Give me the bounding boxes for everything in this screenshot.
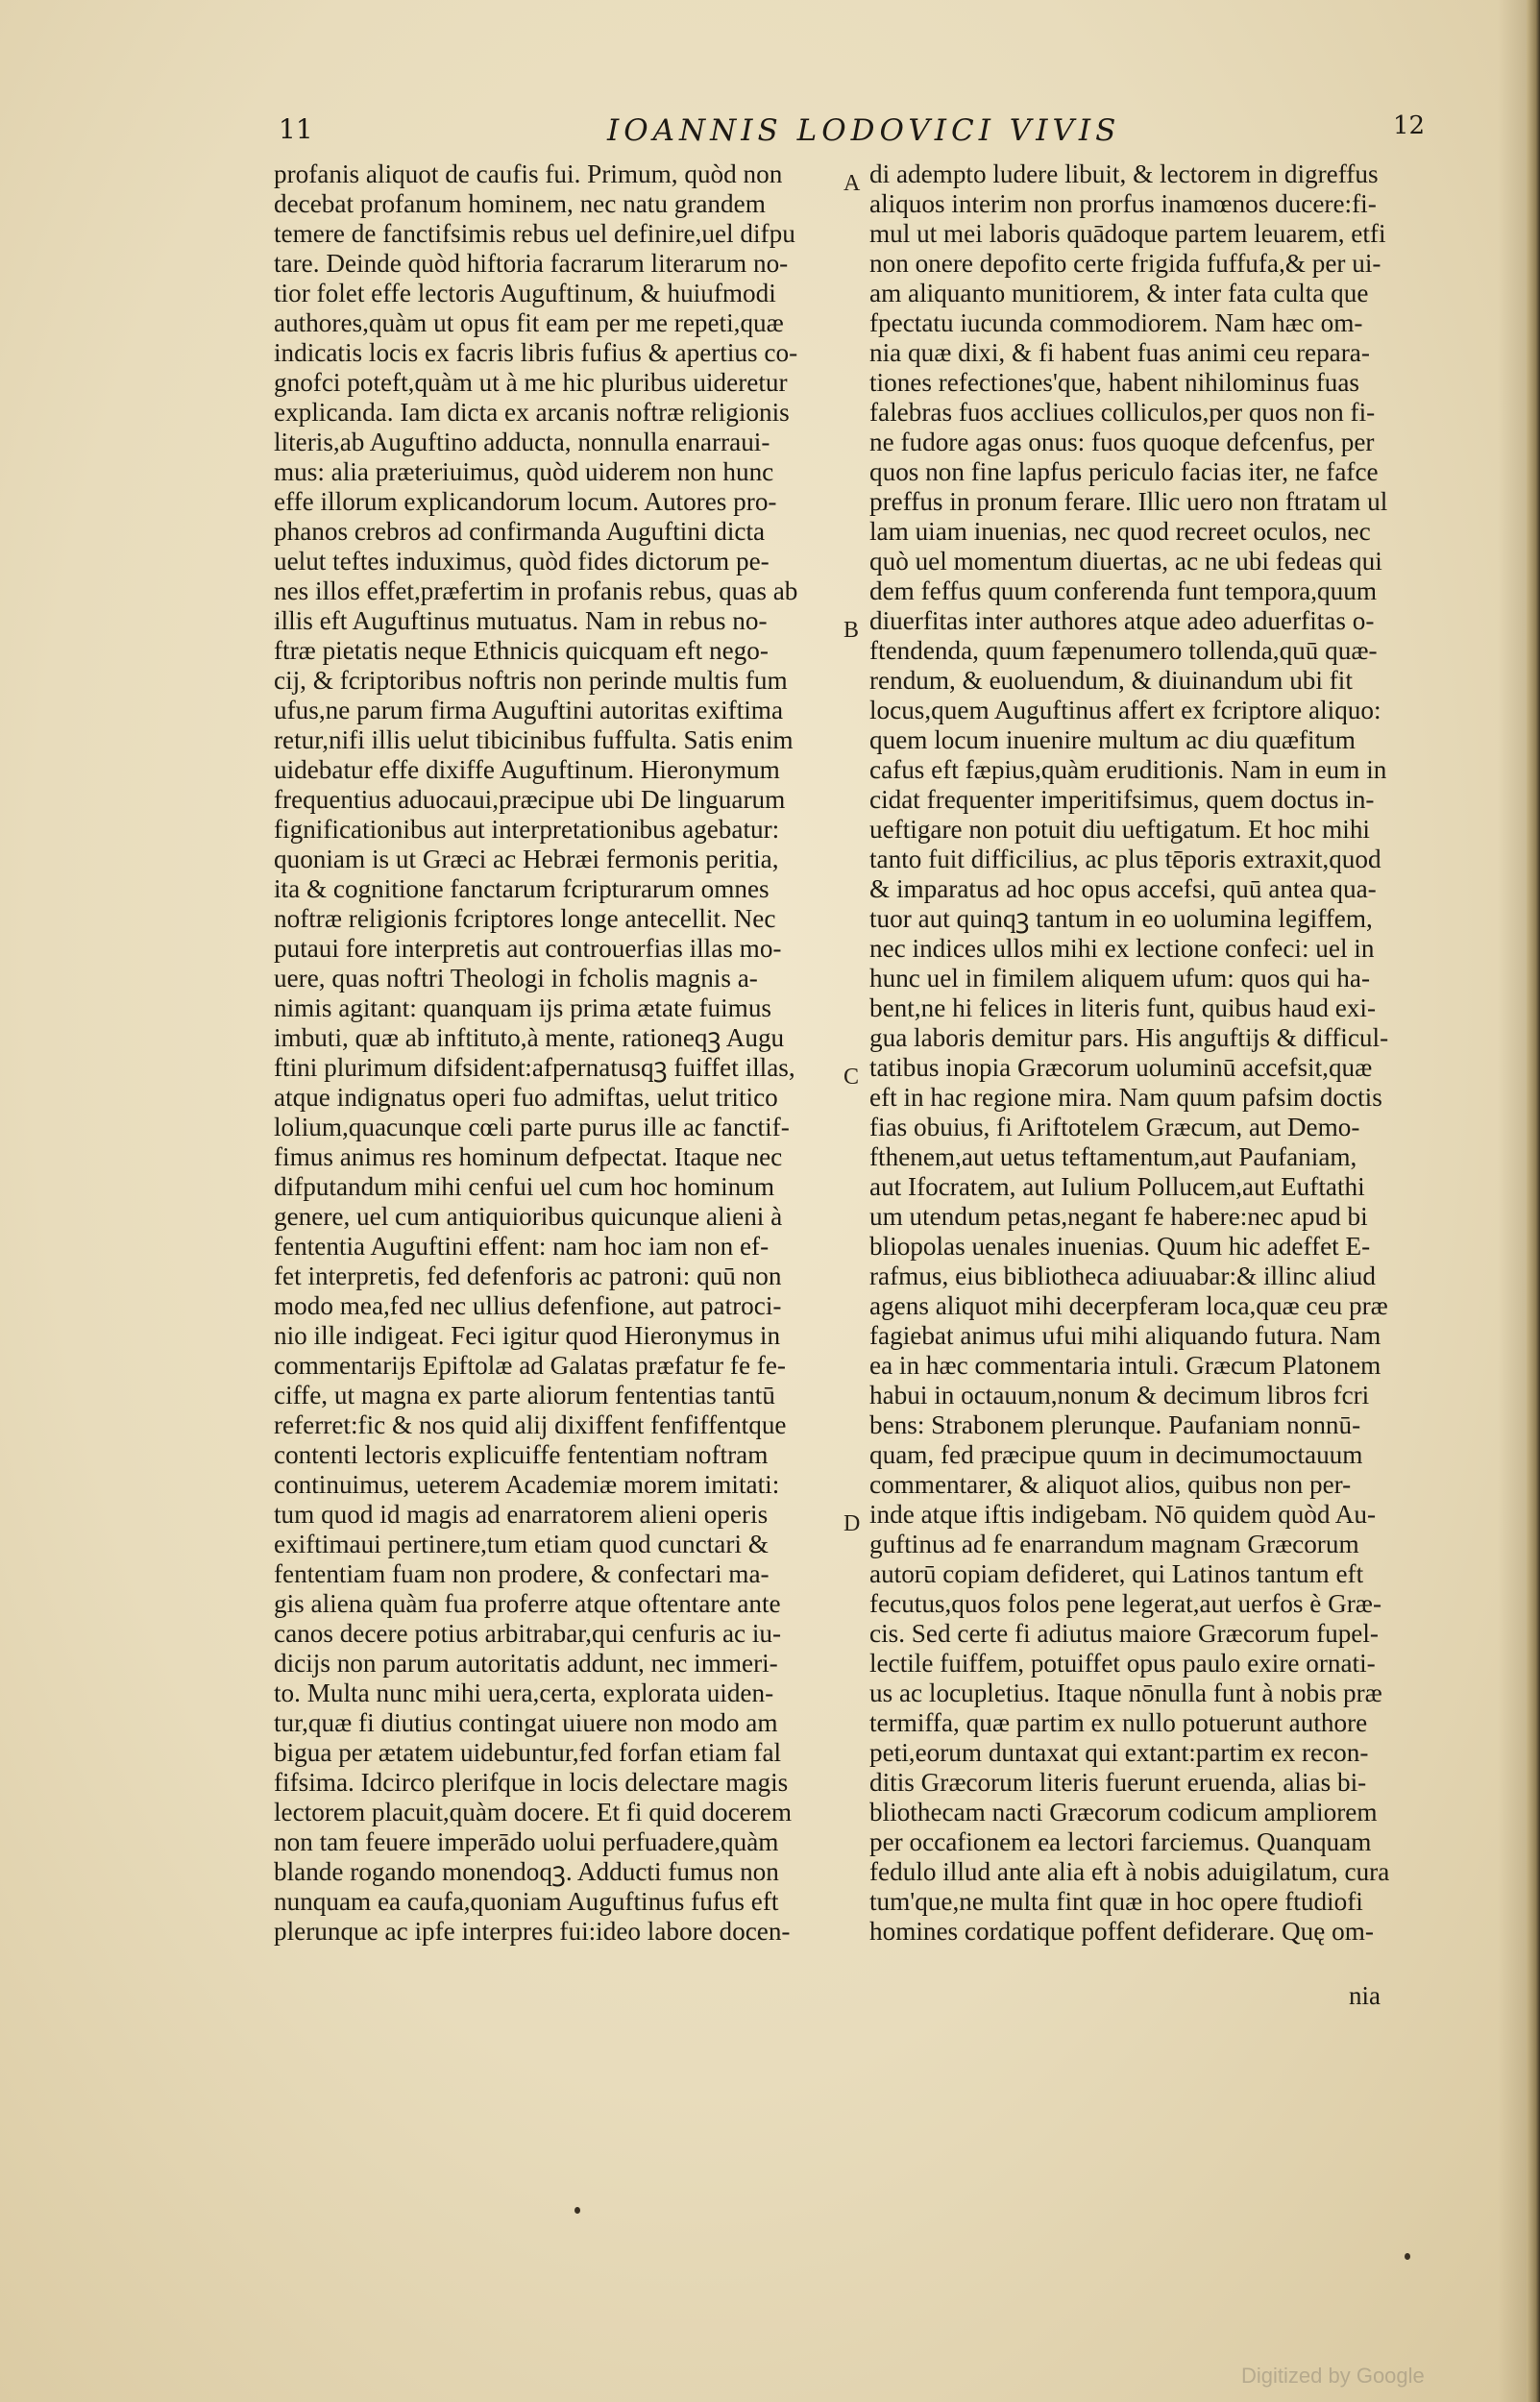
- left-column-line: gis aliena quàm fua proferre atque oftentare ante: [274, 1589, 781, 1618]
- left-column-line: fifsima. Idcirco plerifque in locis delectare magis: [274, 1768, 789, 1797]
- left-column-line: tum quod id magis ad enarratorem alieni operis: [274, 1500, 769, 1529]
- right-column-line: nec indices ullos mihi ex lectione confeci: uel in: [869, 934, 1375, 963]
- left-column-line: tare. Deinde quòd hiftoria facrarum literarum no-: [274, 249, 789, 278]
- left-column-line: difputandum mihi cenfui uel cum hoc hominum: [274, 1172, 774, 1201]
- left-column-line: canos decere potius arbitrabar,qui cenfuris ac iu-: [274, 1619, 782, 1648]
- right-column-line: fagiebat animus ufui mihi aliquando futura. Nam: [869, 1321, 1381, 1350]
- left-column-line: ciffe, ut magna ex parte aliorum fententias tantū: [274, 1381, 775, 1409]
- left-column-line: commentarijs Epiftolæ ad Galatas præfatur fe fe-: [274, 1351, 786, 1380]
- left-column-line: dicijs non parum autoritatis addunt, nec immeri-: [274, 1649, 778, 1678]
- left-column-line: ftræ pietatis neque Ethnicis quicquam eft nego-: [274, 636, 769, 665]
- right-column-line: lectile fuiffem, potuiffet opus paulo exire ornati-: [869, 1649, 1376, 1678]
- left-column-line: phanos crebros ad confirmanda Auguftini dicta: [274, 517, 766, 546]
- ink-speck: [574, 2207, 580, 2214]
- right-column-line: ditis Græcorum literis fuerunt eruenda, alias bi-: [869, 1768, 1367, 1797]
- left-column-line: explicanda. Iam dicta ex arcanis noftræ religionis: [274, 398, 790, 427]
- right-column-line: rendum, & euoluendum, & diuinandum ubi fit: [869, 666, 1353, 695]
- right-column-line: agens aliquot mihi decerpferam loca,quæ ceu præ: [869, 1291, 1388, 1320]
- left-column-line: retur,nifi illis uelut tibicinibus fuffulta. Satis enim: [274, 725, 794, 754]
- right-column-line: ne fudore agas onus: fuos quoque defcenfus, per: [869, 428, 1375, 456]
- right-column-line: gua laboris demitur pars. His anguftijs & difficul-: [869, 1023, 1389, 1052]
- left-column-line: uidebatur effe dixiffe Auguftinum. Hieronymum: [274, 755, 780, 784]
- left-column-line: illis eft Auguftinus mutuatus. Nam in rebus no-: [274, 606, 768, 635]
- right-column-line: commentarer, & aliquot alios, quibus non per-: [869, 1470, 1352, 1499]
- right-column-line: cafus eft fæpius,quàm eruditionis. Nam in eum in: [869, 755, 1387, 784]
- right-column-line: fpectatu iucunda commodiorem. Nam hæc om-: [869, 308, 1363, 337]
- left-column-line: tior folet effe lectoris Auguftinum, & huiufmodi: [274, 279, 776, 307]
- left-column-line: plerunque ac ipfe interpres fui:ideo labore docen-: [274, 1917, 791, 1946]
- right-column-line: diuerfitas inter authores atque adeo aduerfitas o-: [869, 606, 1375, 635]
- left-column-line: effe illorum explicandorum locum. Autores pro-: [274, 487, 777, 516]
- right-column-line: non onere depofito certe frigida fuffufa,& per ui-: [869, 249, 1381, 278]
- right-column-line: am aliquanto munitiorem, & inter fata culta que: [869, 279, 1369, 307]
- left-column-line: to. Multa nunc mihi uera,certa, explorata uiden-: [274, 1679, 774, 1707]
- right-column-line: um utendum petas,negant fe habere:nec apud bi: [869, 1202, 1368, 1231]
- margin-letter-a: A: [843, 171, 861, 196]
- left-column-line: fimus animus res hominum defpectat. Itaque nec: [274, 1142, 783, 1171]
- left-column-line: imbuti, quæ ab inftituto,à mente, rationeqꝫ Augu: [274, 1023, 785, 1052]
- left-column-line: gnofci poteft,quàm ut à me hic pluribus uideretur: [274, 368, 788, 397]
- margin-letter-c: C: [843, 1065, 860, 1090]
- right-folio: 12: [1393, 111, 1426, 140]
- left-column-line: mus: alia præteriuimus, quòd uiderem non hunc: [274, 457, 774, 486]
- left-column-line: nio ille indigeat. Feci igitur quod Hieronymus in: [274, 1321, 781, 1350]
- right-column-line: ea in hæc commentaria intuli. Græcum Platonem: [869, 1351, 1381, 1380]
- left-column-line: continuimus, ueterem Academiæ morem imitati:: [274, 1470, 780, 1499]
- left-column-line: temere de fanctifsimis rebus uel definire,uel difpu: [274, 219, 795, 248]
- margin-letter-b: B: [843, 618, 860, 643]
- left-column-line: fet interpretis, fed defenforis ac patroni: quū non: [274, 1262, 782, 1290]
- ink-speck: [1405, 2253, 1410, 2260]
- right-column-line: nia quæ dixi, & fi habent fuas animi ceu repara-: [869, 338, 1370, 367]
- right-column-line: peti,eorum duntaxat qui extant:partim ex recon-: [869, 1738, 1369, 1767]
- right-column-line: bent,ne hi felices in literis funt, quibus haud exi-: [869, 993, 1377, 1022]
- left-column-line: ita & cognitione fanctarum fcripturarum omnes: [274, 874, 770, 903]
- right-column-line: ftendenda, quum fæpenumero tollenda,quū quæ-: [869, 636, 1378, 665]
- left-column-line: putaui fore interpretis aut controuerfias illas mo-: [274, 934, 782, 963]
- left-column-line: blande rogando monendoqꝫ. Adducti fumus non: [274, 1857, 779, 1886]
- right-text-column: [869, 159, 1446, 1947]
- right-column-line: habui in octauum,nonum & decimum libros fcri: [869, 1381, 1370, 1409]
- right-column-line: tiones refectiones'que, habent nihilominus fuas: [869, 368, 1360, 397]
- catchword: nia: [1349, 1981, 1381, 2010]
- right-column-line: & imparatus ad hoc opus accefsi, quū antea qua-: [869, 874, 1377, 903]
- left-column-line: cij, & fcriptoribus noftris non perinde multis fum: [274, 666, 788, 695]
- running-head: [279, 113, 1479, 152]
- right-column-line: aliquos interim non prorfus inamœnos ducere:fi-: [869, 189, 1377, 218]
- left-column-line: literis,ab Auguftino adducta, nonnulla enarraui-: [274, 428, 770, 456]
- left-column-line: fententiam fuam non prodere, & confectari ma-: [274, 1559, 770, 1588]
- left-column-line: bigua per ætatem uidebuntur,fed forfan etiam fal: [274, 1738, 782, 1767]
- right-column-line: tum'que,ne multa fint quæ in hoc opere ftudiofi: [869, 1887, 1363, 1916]
- right-column-line: fias obuius, fi Ariftotelem Græcum, aut Demo-: [869, 1113, 1360, 1141]
- left-column-line: frequentius aduocaui,præcipue ubi De linguarum: [274, 785, 786, 814]
- left-column-line: decebat profanum hominem, nec natu grandem: [274, 189, 766, 218]
- right-column-line: cis. Sed certe fi adiutus maiore Græcorum fupel-: [869, 1619, 1379, 1648]
- right-column-line: tuor aut quinqꝫ tantum in eo uolumina legiffem,: [869, 904, 1373, 933]
- right-column-line: fecutus,quos folos pene legerat,aut uerfos è Græ-: [869, 1589, 1381, 1618]
- right-column-line: eft in hac regione mira. Nam quum pafsim doctis: [869, 1083, 1382, 1112]
- right-column-line: preffus in pronum ferare. Illic uero non ftratam ul: [869, 487, 1388, 516]
- left-column-line: atque indignatus operi fuo admiftas, uelut tritico: [274, 1083, 778, 1112]
- right-column-line: tanto fuit difficilius, ac plus tēporis extraxit,quod: [869, 845, 1381, 873]
- left-column-line: nimis agitant: quanquam ijs prima ætate fuimus: [274, 993, 771, 1022]
- right-column-line: quam, fed præcipue quum in decimumoctauum: [869, 1440, 1363, 1469]
- left-column-line: exiftimaui pertinere,tum etiam quod cunctari &: [274, 1530, 769, 1558]
- right-column-line: per occafionem ea lectori farciemus. Quanquam: [869, 1827, 1372, 1856]
- right-column-line: tatibus inopia Græcorum uoluminū accefsit,quæ: [869, 1053, 1373, 1082]
- left-column-line: profanis aliquot de caufis fui. Primum, quòd non: [274, 159, 783, 188]
- left-text-column: [274, 159, 841, 1947]
- left-column-line: contenti lectoris explicuiffe fententiam noftram: [274, 1440, 769, 1469]
- left-folio: 11: [279, 113, 313, 145]
- right-column-line: cidat frequenter imperitifsimus, quem doctus in-: [869, 785, 1375, 814]
- right-column-line: termiffa, quæ partim ex nullo potuerunt authore: [869, 1708, 1368, 1737]
- left-column-line: modo mea,fed nec ullius defenfione, aut patroci-: [274, 1291, 782, 1320]
- right-column-line: rafmus, eius bibliotheca adiuuabar:& illinc aliud: [869, 1262, 1376, 1290]
- right-column-line: locus,quem Auguftinus affert ex fcriptore aliquo:: [869, 696, 1381, 724]
- left-column-line: uere, quas noftri Theologi in fcholis magnis a-: [274, 964, 758, 993]
- left-column-line: quoniam is ut Græci ac Hebræi fermonis peritia,: [274, 845, 779, 873]
- left-column-line: non tam feuere imperādo uolui perfuadere,quàm: [274, 1827, 779, 1856]
- left-column-line: ufus,ne parum firma Auguftini autoritas exiftima: [274, 696, 784, 724]
- right-column-line: quos non fine lapfus periculo facias iter, ne fafce: [869, 457, 1379, 486]
- left-column-line: genere, uel cum antiquioribus quicunque alieni à: [274, 1202, 783, 1231]
- right-column-line: bliopolas uenales inuenias. Quum hic adeffet E-: [869, 1232, 1371, 1261]
- right-column-line: autorū copiam defideret, qui Latinos tantum eft: [869, 1559, 1364, 1588]
- right-column-line: di adempto ludere libuit, & lectorem in digreffus: [869, 159, 1379, 188]
- right-column-line: dem feffus quum conferenda funt tempora,quum: [869, 576, 1377, 605]
- right-column-line: quò uel momentum diuertas, ac ne ubi fedeas qui: [869, 547, 1382, 576]
- margin-letter-d: D: [843, 1511, 861, 1536]
- left-column-line: fententia Auguftini effent: nam hoc iam non ef-: [274, 1232, 770, 1261]
- right-column-line: us ac locupletius. Itaque nōnulla funt à nobis præ: [869, 1679, 1382, 1707]
- left-column-line: fignificationibus aut interpretationibus agebatur:: [274, 815, 780, 844]
- right-column-line: bliothecam nacti Græcorum codicum ampliorem: [869, 1798, 1378, 1826]
- right-column-line: mul ut mei laboris quādoque partem leuarem, etfi: [869, 219, 1386, 248]
- right-column-line: fthenem,aut uetus teftamentum,aut Paufaniam,: [869, 1142, 1357, 1171]
- left-column-line: nunquam ea caufa,quoniam Auguftinus fufus eft: [274, 1887, 779, 1916]
- right-column-line: ueftigare non potuit diu ueftigatum. Et hoc mihi: [869, 815, 1370, 844]
- left-column-line: tur,quæ fi diutius contingat uiuere non modo am: [274, 1708, 778, 1737]
- left-column-line: lolium,quacunque cœli parte purus ille ac fanctif-: [274, 1113, 790, 1141]
- right-column-line: fedulo illud ante alia eft à nobis aduigilatum, cura: [869, 1857, 1390, 1886]
- right-column-line: inde atque iftis indigebam. Nō quidem quòd Au-: [869, 1500, 1377, 1529]
- right-column-line: quem locum inuenire multum ac diu quæfitum: [869, 725, 1356, 754]
- left-column-line: uelut teftes induximus, quòd fides dictorum pe-: [274, 547, 770, 576]
- left-column-line: referret:fic & nos quid alij dixiffent fenfiffentque: [274, 1410, 787, 1439]
- left-column-line: indicatis locis ex facris libris fufius & apertius co-: [274, 338, 798, 367]
- right-column-line: aut Ifocratem, aut Iulium Pollucem,aut Euftathi: [869, 1172, 1365, 1201]
- right-column-line: falebras fuos accliues colliculos,per quos non fi-: [869, 398, 1376, 427]
- left-column-line: nes illos effet,præfertim in profanis rebus, quas ab: [274, 576, 798, 605]
- page-edge: [1527, 0, 1540, 2402]
- left-column-line: ftini plurimum difsident:afpernatusqꝫ fuiffet illas,: [274, 1053, 795, 1082]
- left-column-line: noftræ religionis fcriptores longe antecellit. Nec: [274, 904, 776, 933]
- left-column-line: lectorem placuit,quàm docere. Et fi quid docerem: [274, 1798, 792, 1826]
- right-column-line: guftinus ad fe enarrandum magnam Græcorum: [869, 1530, 1359, 1558]
- right-column-line: homines cordatique poffent defiderare. Quę om-: [869, 1917, 1374, 1946]
- left-column-line: authores,quàm ut opus fit eam per me repeti,quæ: [274, 308, 784, 337]
- right-column-line: hunc uel in fimilem aliquem ufum: quos qui ha-: [869, 964, 1370, 993]
- digitized-watermark: Digitized by Google: [1241, 2364, 1425, 2388]
- gutter-shadow: [1498, 0, 1527, 2402]
- right-column-line: lam uiam inuenias, nec quod recreet oculos, nec: [869, 517, 1371, 546]
- right-column-line: bens: Strabonem plerunque. Paufaniam nonnū-: [869, 1410, 1361, 1439]
- running-title: IOANNIS LODOVICI VIVIS: [607, 113, 1121, 148]
